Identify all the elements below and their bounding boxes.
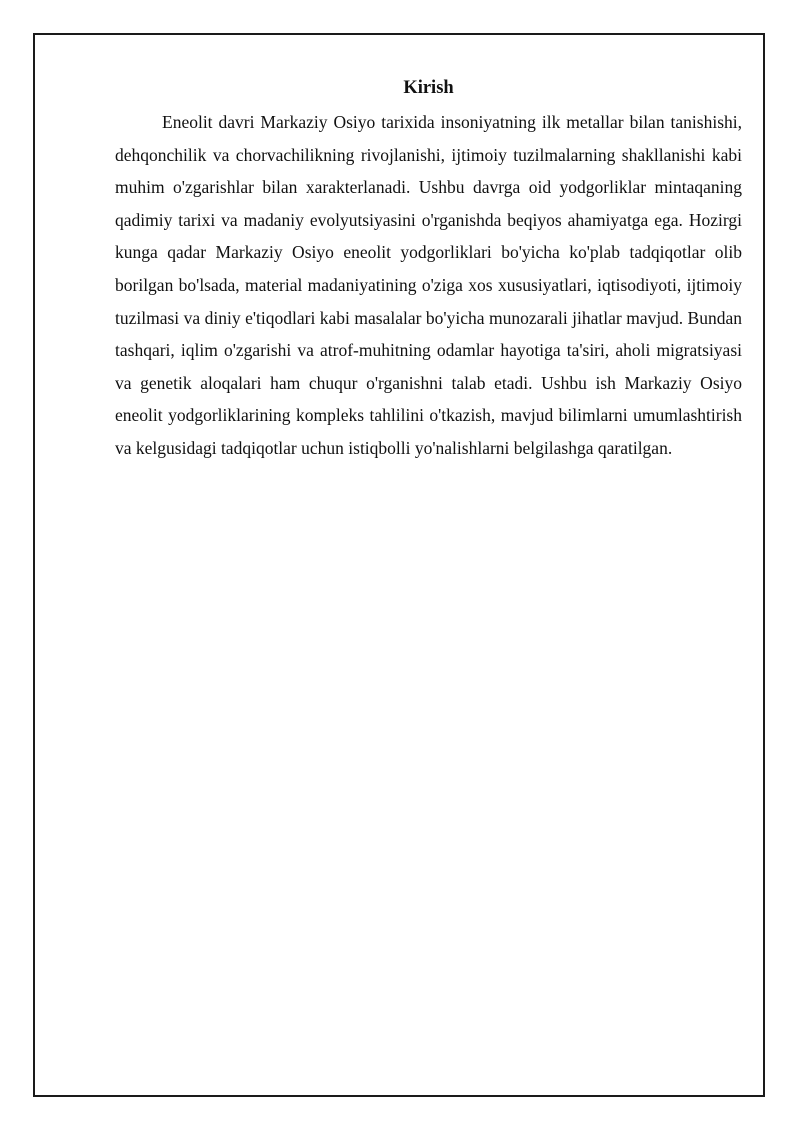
section-title: Kirish (403, 78, 454, 98)
document-body (115, 76, 742, 465)
intro-paragraph: Eneolit davri Markaziy Osiyo tarixida insoniyatning ilk metallar bilan tanishishi, dehqonchilik va chorvachilikning rivojlanishi, ijtimoiy tuzilmalarning shakllanishi kabi muhim o'zgarishlar bilan xarakterlanadi. Ushbu davrga oid yodgorliklar mintaqaning qadimiy tarixi va madaniy evolyutsiyasini o'rganishda beqiyos ahamiyatga ega. Hozirgi kunga qadar Markaziy Osiyo eneolit yodgorliklari bo'yicha ko'plab tadqiqotlar olib borilgan bo'lsada, material madaniyatining o'ziga xos xususiyatlari, iqtisodiyoti, ijtimoiy tuzilmasi va diniy e'tiqodlari kabi masalalar bo'yicha munozarali jihatlar mavjud. Bundan tashqari, iqlim o'zgarishi va atrof-muhitning odamlar hayotiga ta'siri, aholi migratsiyasi va genetik aloqalari ham chuqur o'rganishni talab etadi. Ushbu ish Markaziy Osiyo eneolit yodgorliklarining kompleks tahlilini o'tkazish, mavjud bilimlarni umumlashtirish va kelgusidagi tadqiqotlar uchun istiqbolli yo'nalishlarni belgilashga qaratilgan. (115, 112, 742, 458)
